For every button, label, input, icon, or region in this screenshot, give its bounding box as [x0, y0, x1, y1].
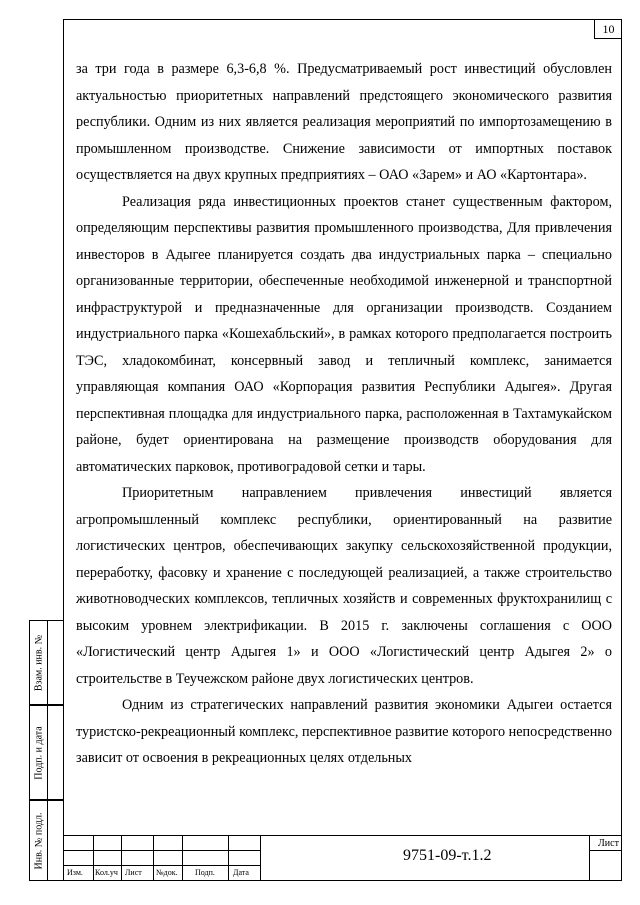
document-code: 9751-09-т.1.2 — [403, 847, 492, 864]
side-field-podp — [29, 705, 63, 800]
side-label-vzam: Взам. инв. № — [33, 634, 44, 691]
caption-podp: Подп. — [195, 868, 215, 877]
side-label-inv: Инв. № подл. — [33, 812, 44, 869]
title-block — [63, 835, 622, 881]
side-field-vzam — [29, 620, 63, 705]
page-number: 10 — [594, 19, 622, 39]
paragraph-1: за три года в размере 6,3-6,8 %. Предусматриваемый рост инвестиций обусловлен актуальностью приоритетных направлений предстоящего экономического развития республики. Одним из них является реализация мероприятий по импортозамещению в промышленном производстве. Снижение зависимости от импортных поставок осуществляется на двух крупных предприятиях – ОАО «Зарем» и АО «Картонтара». — [76, 61, 612, 183]
caption-data: Дата — [233, 868, 249, 877]
side-label-podp: Подп. и дата — [33, 725, 44, 780]
caption-izm: Изм. — [67, 868, 83, 877]
side-field-inv — [29, 800, 63, 881]
body-text — [76, 56, 612, 826]
paragraph-4: Одним из стратегических направлений развития экономики Адыгеи остается туристско-рекреационный комплекс, перспективное развитие которого непосредственно зависит от освоения в рекреационных целях отдельных — [76, 697, 612, 766]
caption-ndok: №док. — [156, 868, 178, 877]
paragraph-2: Реализация ряда инвестиционных проектов станет существенным фактором, определяющим перспективы развития промышленного производства, Для привлечения инвесторов в Адыгее планируется создать два индустриальных парка – специально организованные территории, обеспеченные необходимой инженерной и транспортной инфраструктурой и предназначенные для организации производств. Созданием индустриального парка «Кошехабльский», в рамках которого предполагается построить ТЭС, хладокомбинат, консервный завод и тепличный комплекс, занимается управляющая компания ОАО «Корпорация развития Республики Адыгея». Другая перспективная площадка для индустриального парка, расположенная в Тахтамукайском районе, будет ориентирована на размещение производств оборудования для автоматических парковок, противоградовой сетки и тары. — [76, 193, 612, 475]
sheet-label: Лист — [598, 838, 619, 849]
caption-list: Лист — [125, 868, 142, 877]
paragraph-3: Приоритетным направлением привлечения инвестиций является агропромышленный комплекс республики, ориентированный на развитие логистических центров, обеспечивающих закупку сельскохозяйственной продукции, переработку, фасовку и хранение с последующей реализацией, а также строительство животноводческих комплексов, тепличных хозяйств и современных фруктохранилищ с высоким уровнем электрификации. В 2015 г. заключены соглашения с ООО «Логистический центр Адыгея 1» и ООО «Логистический центр Адыгея 2» о строительстве в Теучежском районе двух логистических центров. — [76, 485, 612, 687]
caption-kol-uch: Кол.уч — [95, 868, 118, 877]
